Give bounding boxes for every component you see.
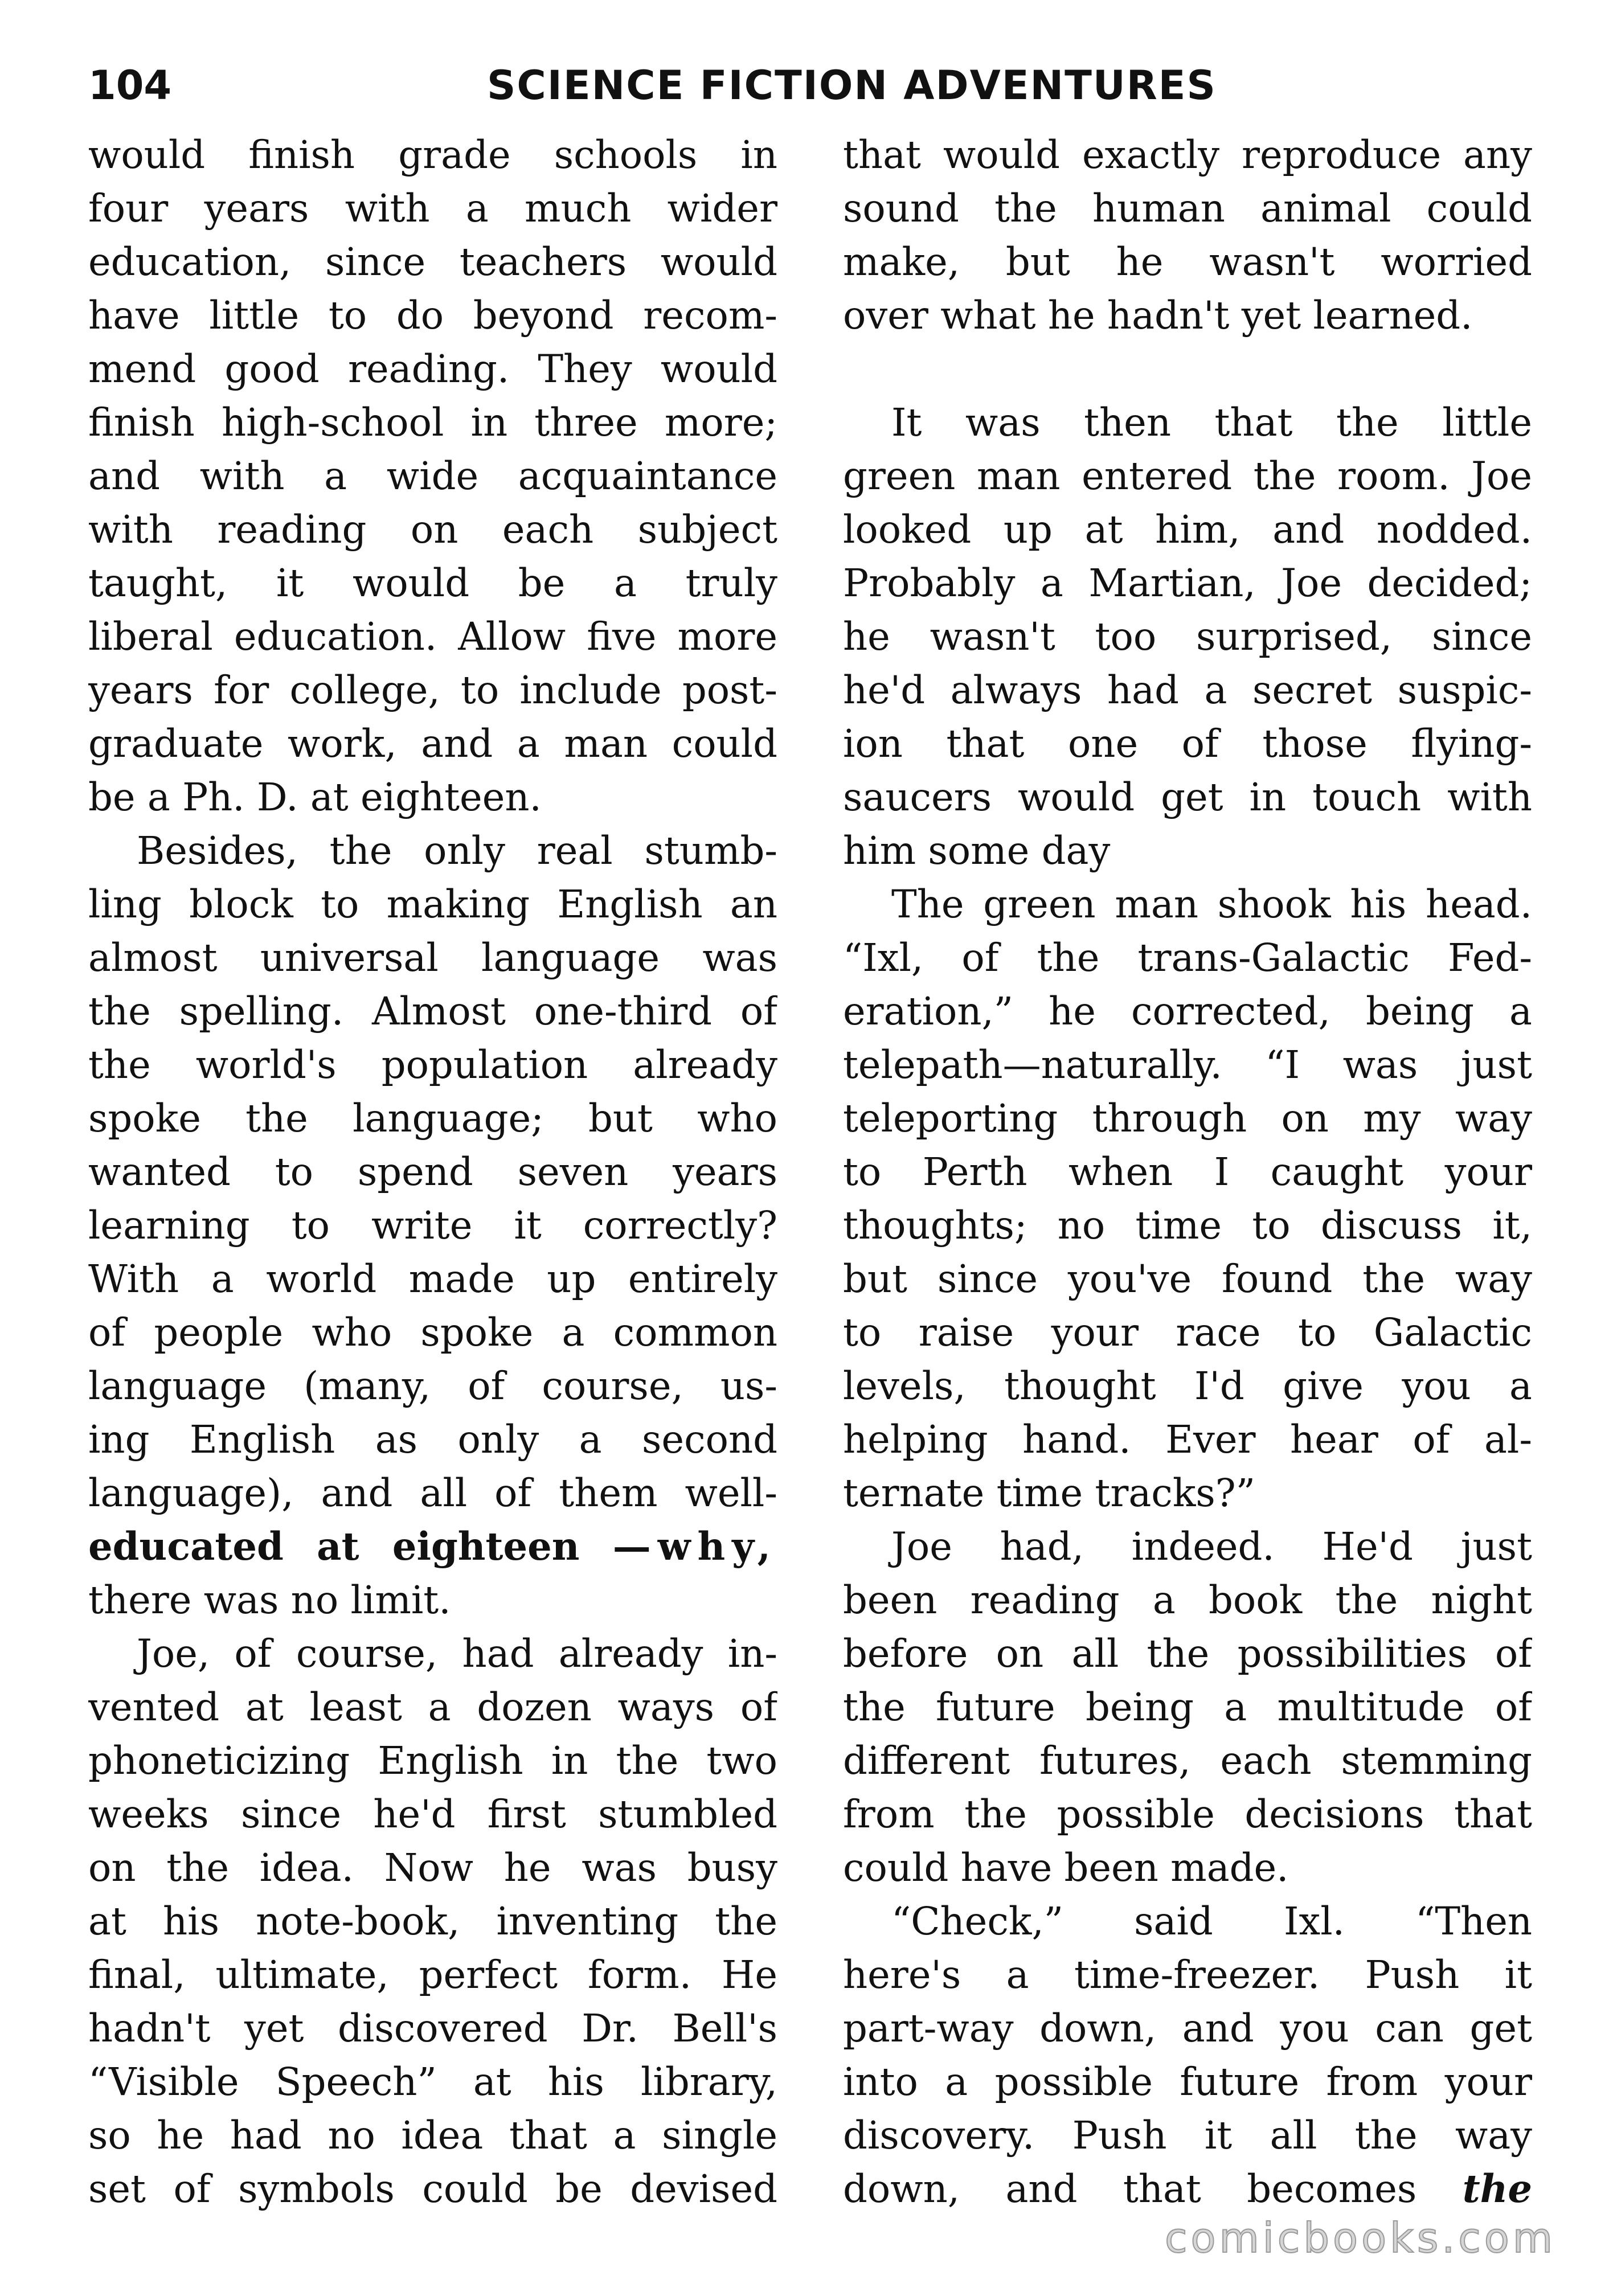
text-line: finish high-school in three more;	[88, 400, 777, 445]
text-line: helping hand. Ever hear of al-	[843, 1417, 1532, 1462]
text-line: final, ultimate, perfect form. He	[88, 1953, 777, 1997]
text-line: at his note-book, inventing the	[88, 1899, 777, 1944]
text-line: would finish grade schools in	[88, 133, 777, 177]
text-line: hadn't yet discovered Dr. Bell's	[88, 2006, 777, 2051]
text-line: levels, thought I'd give you a	[843, 1364, 1532, 1408]
text-line: thoughts; no time to discuss it,	[843, 1203, 1532, 1248]
text-line: Joe had, indeed. He'd just	[891, 1524, 1532, 1569]
text-line: wanted to spend seven years	[88, 1150, 777, 1194]
italic-text-run: the	[1462, 2166, 1532, 2211]
left-text-column	[88, 128, 777, 2216]
text-line: With a world made up entirely	[88, 1257, 777, 1301]
text-line: the spelling. Almost one-third of	[88, 989, 777, 1034]
text-line: graduate work, and a man could	[88, 721, 777, 766]
text-line: years for college, to include post-	[88, 668, 777, 712]
text-line: education, since teachers would	[88, 240, 777, 284]
text-line: could have been made.	[843, 1846, 1289, 1890]
text-line: that would exactly reproduce any	[843, 133, 1532, 177]
bold-text-run: eighteen	[392, 1524, 613, 1569]
text-line: eration,” he corrected, being a	[843, 989, 1532, 1034]
text-line: ternate time tracks?”	[843, 1471, 1255, 1515]
text-line: It was then that the little	[891, 400, 1532, 445]
text-line: from the possible decisions that	[843, 1792, 1532, 1836]
text-line: learning to write it correctly?	[88, 1203, 777, 1248]
text-line: with reading on each subject	[88, 507, 777, 552]
text-line: ing English as only a second	[88, 1417, 777, 1462]
text-line: four years with a much wider	[88, 186, 777, 231]
watermark-logo: comicbooks.com	[1164, 2214, 1556, 2262]
text-line: looked up at him, and nodded.	[843, 507, 1532, 552]
text-line: he'd always had a secret suspic-	[843, 668, 1532, 712]
text-run: down, and that becomes	[843, 2167, 1463, 2211]
text-line: so he had no idea that a single	[88, 2113, 777, 2158]
text-line: before on all the possibilities of	[843, 1631, 1532, 1676]
page-number: 104	[88, 62, 172, 109]
text-line: The green man shook his head.	[891, 882, 1532, 926]
text-line: mend good reading. They would	[88, 347, 777, 391]
text-line: over what he hadn't yet learned.	[843, 293, 1473, 338]
text-line: on the idea. Now he was busy	[88, 1846, 777, 1890]
text-line: him some day	[843, 829, 1111, 873]
text-line: and with a wide acquaintance	[88, 454, 777, 498]
text-line: liberal education. Allow five more	[88, 614, 777, 659]
text-line: Probably a Martian, Joe decided;	[843, 561, 1532, 605]
text-line: “Visible Speech” at his library,	[88, 2060, 777, 2104]
text-line: Besides, the only real stumb-	[137, 829, 777, 873]
text-line: spoke the language; but who	[88, 1096, 777, 1141]
text-line: language (many, of course, us-	[88, 1364, 777, 1408]
running-title: SCIENCE FICTION ADVENTURES	[487, 62, 1217, 109]
text-line: part-way down, and you can get	[843, 2006, 1532, 2051]
text-line: almost universal language was	[88, 936, 777, 980]
text-line: but since you've found the way	[843, 1257, 1532, 1301]
text-line: to Perth when I caught your	[843, 1150, 1532, 1194]
text-line: Joe, of course, had already in-	[137, 1631, 777, 1676]
text-line: telepath—naturally. “I was just	[843, 1043, 1532, 1087]
text-line: language), and all of them well-	[88, 1471, 777, 1515]
paragraph-gap	[843, 342, 1532, 396]
text-line: discovery. Push it all the way	[843, 2113, 1532, 2158]
page-header	[88, 54, 1524, 117]
text-line: ling block to making English an	[88, 882, 777, 926]
text-line: ion that one of those flying-	[843, 721, 1532, 766]
text-line: weeks since he'd first stumbled	[88, 1792, 777, 1836]
text-line: have little to do beyond recom-	[88, 293, 777, 338]
text-line: “Ixl, of the trans-Galactic Fed-	[843, 936, 1532, 980]
text-line: sound the human animal could	[843, 186, 1532, 231]
text-line: be a Ph. D. at eighteen.	[88, 775, 542, 819]
right-text-column	[843, 128, 1532, 2216]
text-line	[843, 2162, 1532, 2216]
text-line: there was no limit.	[88, 1578, 451, 1622]
text-line: the world's population already	[88, 1043, 777, 1087]
text-line: been reading a book the night	[843, 1578, 1532, 1622]
text-line: different futures, each stemming	[843, 1739, 1532, 1783]
text-line: of people who spoke a common	[88, 1310, 777, 1355]
text-run: educated at	[88, 1524, 392, 1569]
text-line: into a possible future from your	[843, 2060, 1532, 2104]
text-line: set of symbols could be devised	[88, 2167, 777, 2211]
text-line: teleporting through on my way	[843, 1096, 1532, 1141]
text-line	[88, 1520, 777, 1573]
text-line: make, but he wasn't worried	[843, 240, 1532, 284]
text-line: vented at least a dozen ways of	[88, 1685, 777, 1729]
text-line: “Check,” said Ixl. “Then	[891, 1899, 1532, 1944]
text-line: to raise your race to Galactic	[843, 1310, 1532, 1355]
text-line: green man entered the room. Joe	[843, 454, 1532, 498]
spaced-text-run: —why,	[612, 1524, 777, 1569]
text-line: saucers would get in touch with	[843, 775, 1532, 819]
text-line: he wasn't too surprised, since	[843, 614, 1532, 659]
text-line: phoneticizing English in the two	[88, 1739, 777, 1783]
text-line: here's a time-freezer. Push it	[843, 1953, 1532, 1997]
text-line: the future being a multitude of	[843, 1685, 1532, 1729]
text-line: taught, it would be a truly	[88, 561, 777, 605]
